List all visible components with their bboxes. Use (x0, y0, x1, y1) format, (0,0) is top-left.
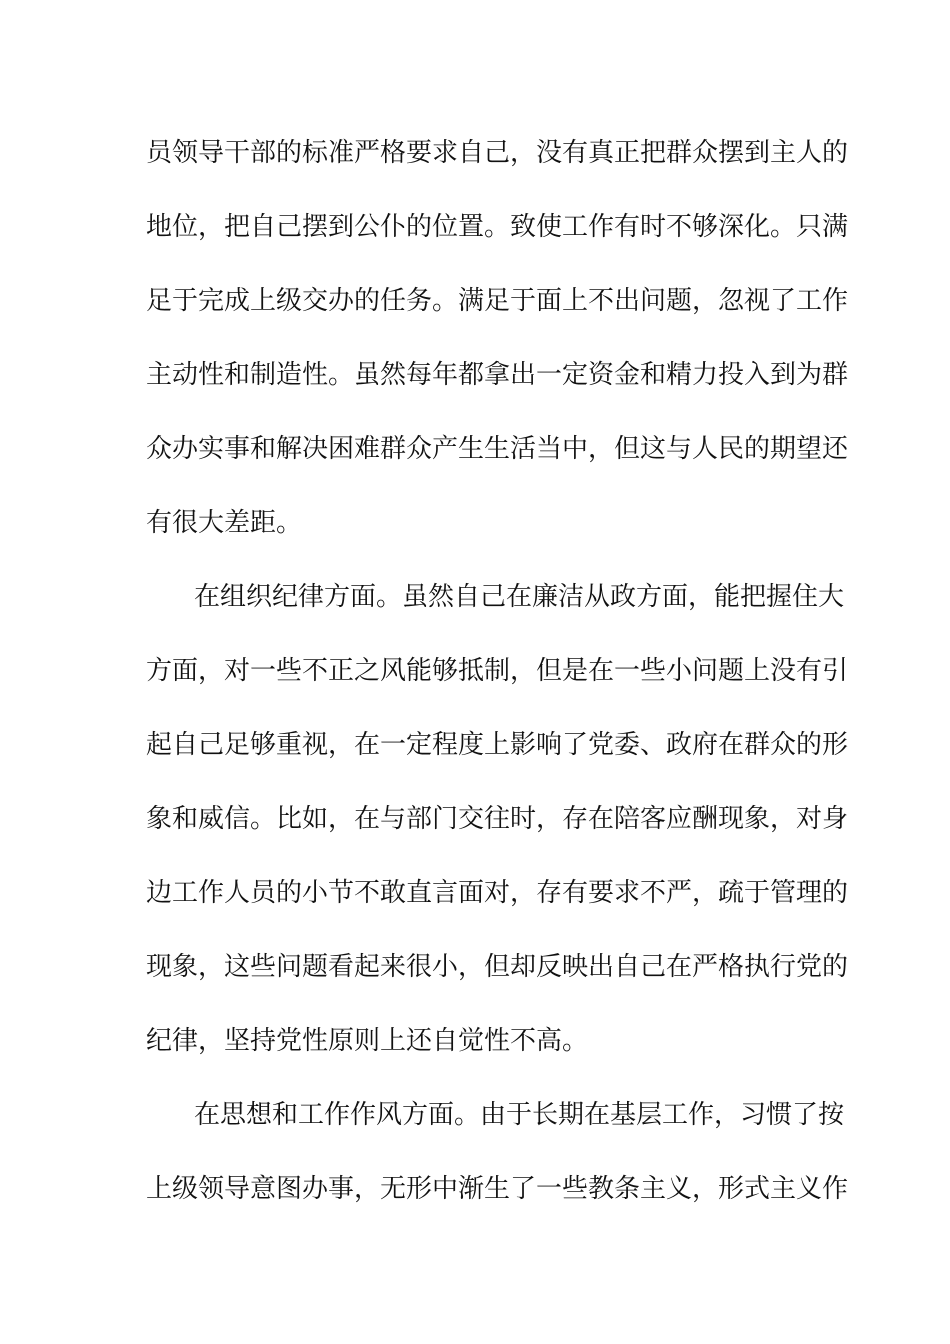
text-line: 象和威信。比如，在与部门交往时，存在陪客应酬现象，对身 (146, 804, 849, 834)
text-line: 众办实事和解决困难群众产生生活当中，但这与人民的期望还 (146, 434, 849, 464)
text-line: 边工作人员的小节不敢直言面对，存有要求不严，疏于管理的 (146, 878, 849, 908)
text-line: 主动性和制造性。虽然每年都拿出一定资金和精力投入到为群 (146, 360, 849, 390)
text-line: 地位，把自己摆到公仆的位置。致使工作有时不够深化。只满 (146, 212, 849, 242)
text-line: 上级领导意图办事，无形中渐生了一些教条主义，形式主义作 (146, 1174, 849, 1204)
paragraph-first-line: 在思想和工作作风方面。由于长期在基层工作，习惯了按 (194, 1100, 845, 1130)
text-line: 起自己足够重视，在一定程度上影响了党委、政府在群众的形 (146, 730, 849, 760)
text-line: 纪律，坚持党性原则上还自觉性不高。 (146, 1026, 589, 1056)
paragraph-first-line: 在组织纪律方面。虽然自己在廉洁从政方面，能把握住大 (194, 582, 845, 612)
text-line: 现象，这些问题看起来很小，但却反映出自己在严格执行党的 (146, 952, 849, 982)
text-line: 方面，对一些不正之风能够抵制，但是在一些小问题上没有引 (146, 656, 849, 686)
text-line: 员领导干部的标准严格要求自己，没有真正把群众摆到主人的 (146, 138, 849, 168)
text-line: 有很大差距。 (146, 508, 303, 538)
text-line: 足于完成上级交办的任务。满足于面上不出问题，忽视了工作 (146, 286, 849, 316)
